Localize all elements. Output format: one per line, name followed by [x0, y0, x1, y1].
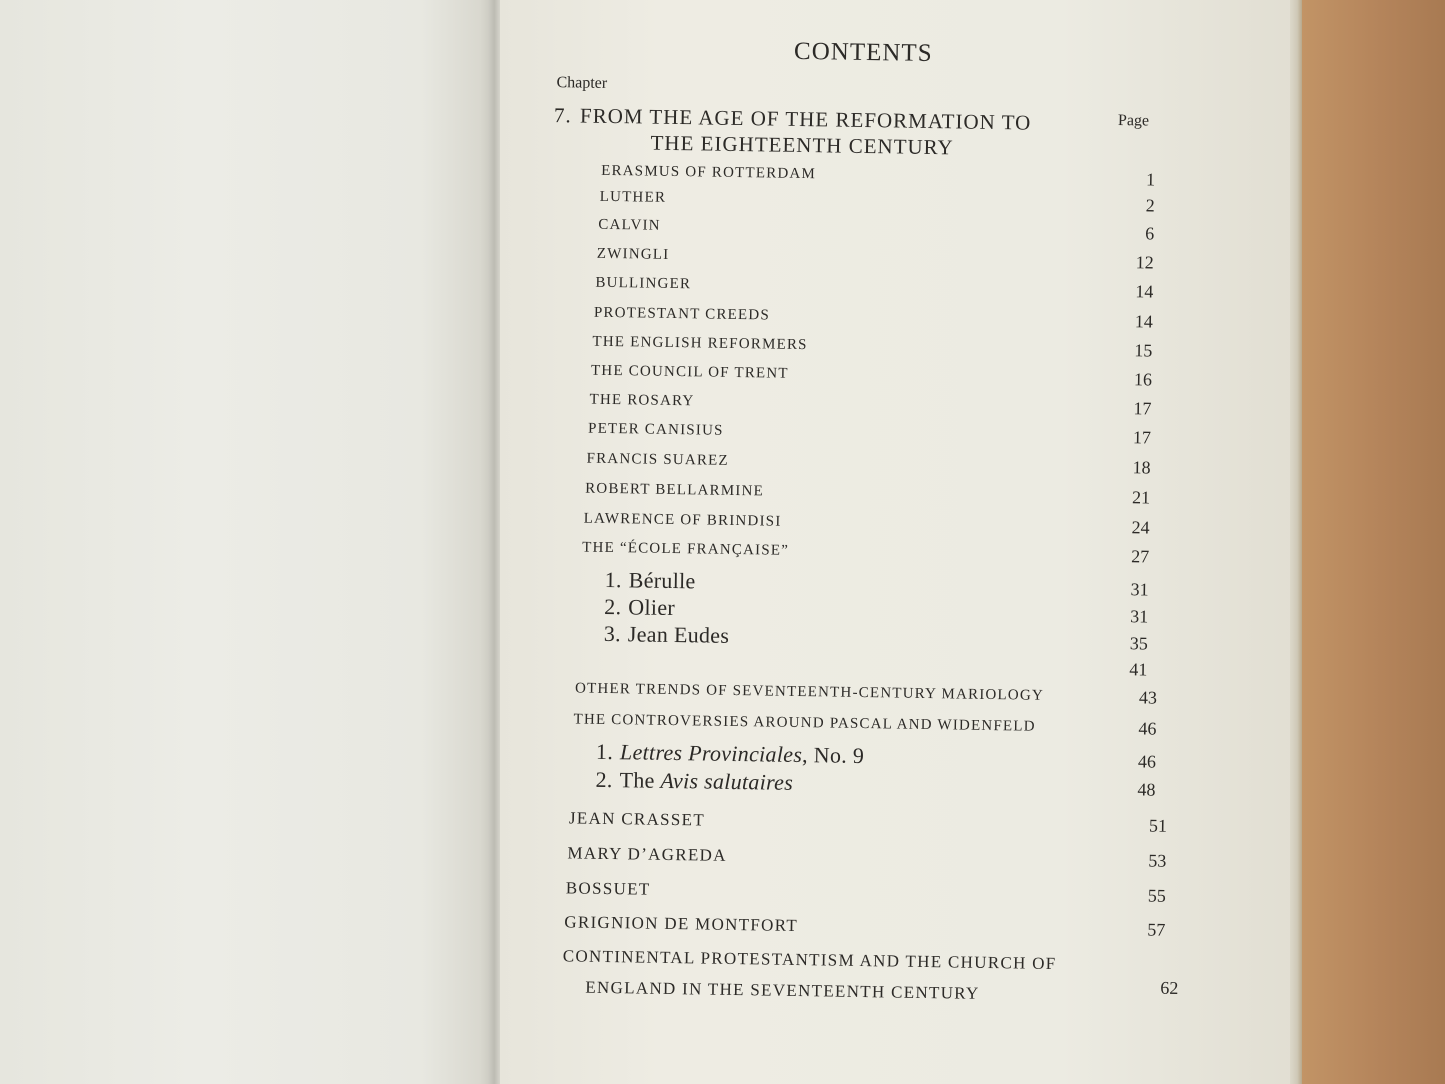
entry-title-pre: The [619, 767, 661, 793]
entry-page: 6 [1145, 223, 1155, 244]
entry-title: PETER CANISIUS [587, 420, 724, 439]
contents-sheet [500, 0, 1300, 1084]
entry-title-line1: CONTINENTAL PROTESTANTISM AND THE CHURCH OF [562, 946, 1057, 974]
entry-page: 46 [1138, 718, 1157, 739]
entry-page: 27 [1131, 546, 1150, 567]
entry-number: 1. [604, 566, 623, 593]
entry-title: ERASMUS OF ROTTERDAM [601, 162, 817, 183]
entry-label: Olier [628, 594, 676, 621]
entry-title-line2: ENGLAND IN THE SEVENTEENTH CENTURY [585, 977, 980, 1003]
entry-title: GRIGNION DE MONTFORT [564, 912, 799, 936]
entry-italic-title: Avis salutaires [660, 767, 794, 795]
entry-page: 48 [1137, 779, 1156, 800]
entry-page: 43 [1138, 687, 1158, 708]
entry-number: 2. [604, 593, 622, 620]
entry-italic-title: Lettres Provinciales [619, 739, 803, 768]
entry-title: ZWINGLI [596, 245, 670, 263]
entry-page: 16 [1133, 369, 1153, 390]
entry-page: 31 [1130, 606, 1149, 627]
entry-title: OTHER TRENDS OF SEVENTEENTH-CENTURY MARIOLOGY [574, 680, 1045, 704]
entry-number: 1. [595, 738, 614, 765]
entry-page: 51 [1148, 815, 1168, 836]
entry-page: 53 [1148, 850, 1167, 871]
left-blank-page [0, 0, 495, 1084]
entry-page: 2 [1145, 195, 1155, 216]
entry-page: 62 [1160, 977, 1179, 999]
entry-title-rest: , No. 9 [801, 742, 865, 769]
toc-entry [500, 842, 1195, 881]
entry-title: THE “ÉCOLE FRANÇAISE” [582, 539, 790, 559]
entry-title: FRANCIS SUAREZ [586, 450, 729, 469]
entry-title: JEAN CRASSET [568, 808, 706, 830]
toc-entry [500, 807, 1195, 846]
entry-title [604, 594, 675, 621]
chapter-column-label: Chapter [556, 74, 608, 92]
entry-page: 15 [1134, 340, 1153, 361]
entry-title [604, 621, 730, 649]
entry-title [595, 767, 793, 796]
entry-page: 55 [1147, 885, 1166, 906]
entry-title [605, 567, 696, 594]
entry-page: 57 [1147, 919, 1166, 940]
entry-page: 46 [1137, 751, 1157, 772]
entry-title: MARY D’AGREDA [567, 843, 727, 865]
entry-title [596, 739, 865, 769]
page-title: CONTENTS [793, 37, 933, 68]
entry-title: THE ROSARY [589, 391, 695, 410]
entry-number: 2. [595, 766, 613, 793]
entry-page: 31 [1130, 579, 1149, 600]
entry-page: 21 [1131, 487, 1151, 508]
toc-entry [500, 911, 1193, 950]
entry-page: 41 [1129, 659, 1148, 680]
entry-page: 14 [1135, 281, 1154, 302]
entry-title: PROTESTANT CREEDS [593, 304, 771, 324]
entry-number: 3. [603, 620, 622, 647]
entry-title: THE ENGLISH REFORMERS [592, 333, 808, 354]
chapter-number: 7. [553, 103, 572, 128]
contents-page [500, 0, 1300, 1084]
entry-page: 1 [1145, 169, 1156, 190]
entry-title: BULLINGER [595, 274, 692, 293]
entry-page: 18 [1132, 457, 1151, 478]
wooden-table [1300, 0, 1445, 1084]
entry-title: CALVIN [598, 216, 661, 234]
entry-page: 17 [1132, 427, 1152, 448]
toc-entry [500, 877, 1194, 916]
toc-entry [500, 945, 1193, 1016]
page-edge [1290, 0, 1302, 1084]
entry-title: BOSSUET [565, 878, 651, 899]
chapter-title-line1: FROM THE AGE OF THE REFORMATION TO [579, 103, 1032, 135]
entry-label: Jean Eudes [627, 621, 730, 648]
chapter-title-line2: THE EIGHTEENTH CENTURY [650, 130, 954, 160]
entry-page: 14 [1134, 311, 1154, 332]
entry-page: 24 [1131, 517, 1150, 538]
entry-title: LUTHER [599, 188, 667, 206]
entry-page: 35 [1129, 633, 1148, 654]
chapter-heading [553, 102, 1114, 163]
entry-page: 17 [1133, 398, 1152, 419]
entry-title: LAWRENCE OF BRINDISI [583, 510, 782, 530]
entry-title: ROBERT BELLARMINE [585, 480, 765, 500]
entry-title: THE COUNCIL OF TRENT [590, 362, 789, 382]
page-column-label: Page [1117, 111, 1150, 130]
entry-label: Bérulle [628, 567, 696, 594]
entry-title: THE CONTROVERSIES AROUND PASCAL AND WIDENFELD [573, 711, 1036, 735]
entry-page: 12 [1135, 252, 1154, 273]
